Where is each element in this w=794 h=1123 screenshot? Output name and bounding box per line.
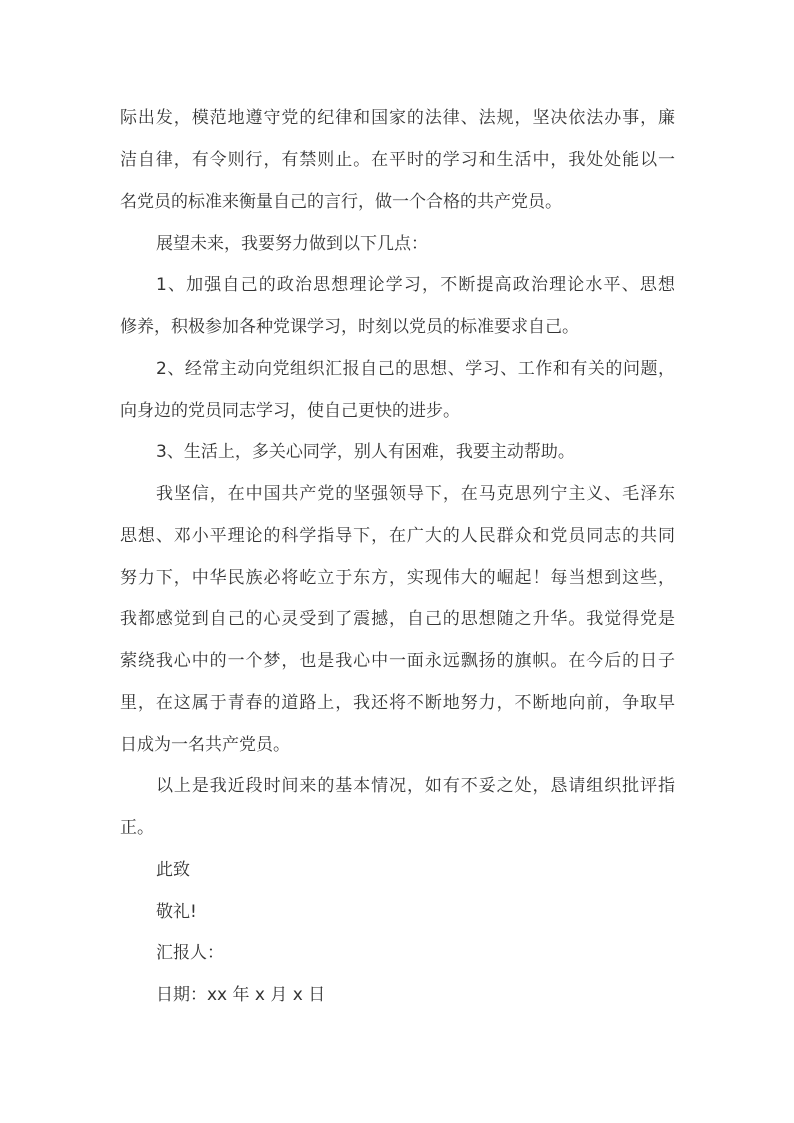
body-text-line: 以上是我近段时间来的基本情况，如有不妥之处，恳请组织批评指 — [156, 776, 675, 796]
list-item-line: 2、经常主动向党组织汇报自己的思想、学习、工作和有关的问题， — [156, 359, 675, 379]
closing-regards: 敬礼! — [156, 902, 197, 922]
list-item-line: 修养，积极参加各种党课学习，时刻以党员的标准要求自己。 — [120, 317, 579, 337]
list-item-line: 1、加强自己的政治思想理论学习，不断提高政治理论水平、思想 — [156, 275, 675, 295]
closing-salutation: 此致 — [156, 860, 190, 880]
list-item-line: 3、生活上，多关心同学，别人有困难，我要主动帮助。 — [156, 442, 575, 462]
body-text-line: 里，在这属于青春的道路上，我还将不断地努力，不断地向前，争取早 — [120, 693, 675, 713]
body-text-line: 洁自律，有令则行，有禁则止。在平时的学习和生活中，我处处能以一 — [120, 150, 675, 170]
body-text-line: 努力下，中华民族必将屹立于东方，实现伟大的崛起！每当想到这些， — [120, 568, 675, 588]
body-text-line: 我都感觉到自己的心灵受到了震撼，自己的思想随之升华。我觉得党是 — [120, 609, 675, 629]
date-label: 日期：xx 年 x 月 x 日 — [156, 985, 326, 1005]
body-text-line: 思想、邓小平理论的科学指导下，在广大的人民群众和党员同志的共同 — [120, 526, 675, 546]
body-text-line: 正。 — [120, 818, 154, 838]
body-text-line: 日成为一名共产党员。 — [120, 735, 290, 755]
list-item-line: 向身边的党员同志学习，使自己更快的进步。 — [120, 401, 460, 421]
body-text-line: 名党员的标准来衡量自己的言行，做一个合格的共产党员。 — [120, 192, 562, 212]
reporter-label: 汇报人： — [156, 943, 224, 963]
paragraph-heading-line: 展望未来，我要努力做到以下几点： — [156, 234, 428, 254]
body-text-line: 萦绕我心中的一个梦，也是我心中一面永远飘扬的旗帜。在今后的日子 — [120, 651, 675, 671]
body-text-line: 际出发，模范地遵守党的纪律和国家的法律、法规，坚决依法办事，廉 — [120, 108, 675, 128]
body-text-line: 我坚信，在中国共产党的坚强领导下，在马克思列宁主义、毛泽东 — [156, 484, 675, 504]
